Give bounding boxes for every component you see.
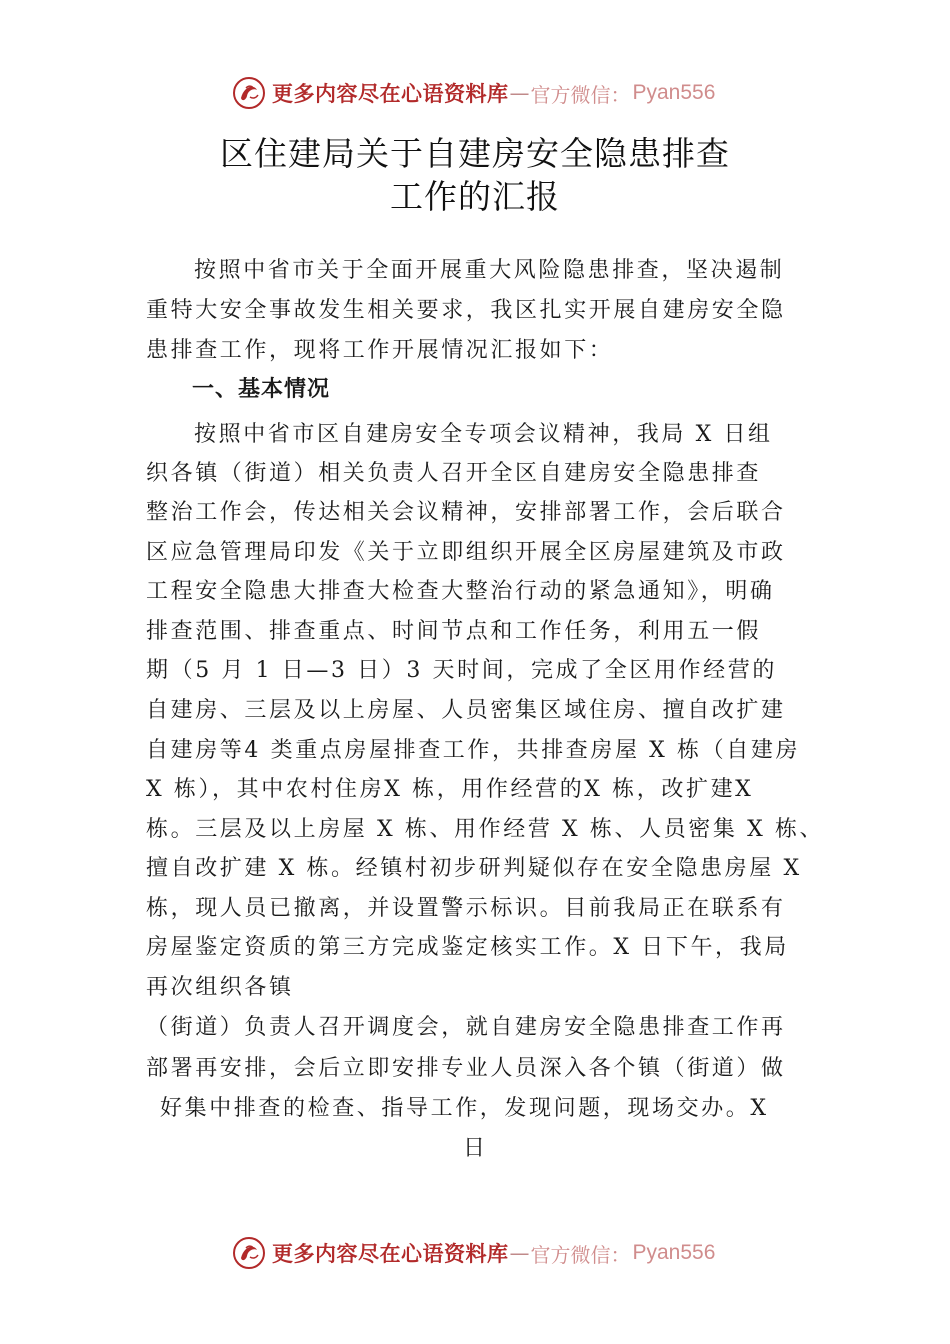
watermark-label: 官方微信：	[530, 1242, 631, 1267]
section1-line-5: 工程安全隐患大排查大检查大整治行动的紧急通知》，明确	[146, 579, 775, 604]
section1-line-8: 自建房、三层及以上房屋、人员密集区域住房、擅自改扩建	[146, 698, 786, 723]
section1-line-1: 按照中省市区自建房安全专项会议精神，我局 X 日组	[194, 422, 773, 447]
section1-line-18: 好集中排查的检查、指导工作，发现问题，现场交办。X	[160, 1096, 769, 1121]
section-heading-basic-situation: 一、基本情况	[192, 377, 331, 402]
section1-line-4: 区应急管理局印发《关于立即组织开展全区房屋建筑及市政	[146, 540, 786, 565]
section1-line-16: （街道）负责人召开调度会，就自建房安全隐患排查工作再	[146, 1015, 786, 1040]
section1-line-2: 织各镇（街道）相关负责人召开全区自建房安全隐患排查	[146, 461, 762, 486]
section1-line-7: 期（5 月 1 日—3 日）3 天时间，完成了全区用作经营的	[146, 658, 777, 683]
intro-line-2: 重特大安全事故发生相关要求，我区扎实开展自建房安全隐	[146, 298, 786, 323]
watermark-main-text: 更多内容尽在心语资料库	[272, 81, 509, 106]
watermark-wechat-id: Pyan556	[632, 1241, 716, 1264]
header-watermark	[232, 76, 715, 110]
section1-line-14: 房屋鉴定资质的第三方完成鉴定核实工作。X 日下午，我局	[146, 935, 789, 960]
section1-line-19: 日	[463, 1136, 488, 1161]
rose-logo-icon	[232, 76, 266, 110]
watermark-main-text: 更多内容尽在心语资料库	[272, 1241, 509, 1266]
section1-line-12: 擅自改扩建 X 栋。经镇村初步研判疑似存在安全隐患房屋 X	[146, 856, 802, 881]
intro-line-3: 患排查工作，现将工作开展情况汇报如下：	[146, 338, 614, 363]
section1-line-13: 栋，现人员已撤离，并设置警示标识。目前我局正在联系有	[146, 896, 786, 921]
watermark-separator: —	[509, 1241, 530, 1265]
footer-watermark	[232, 1236, 715, 1270]
watermark-label: 官方微信：	[530, 82, 631, 107]
section1-line-9: 自建房等4 类重点房屋排查工作，共排查房屋 X 栋（自建房	[146, 738, 801, 763]
section1-line-15: 再次组织各镇	[146, 975, 294, 1000]
intro-line-1: 按照中省市关于全面开展重大风险隐患排查，坚决遏制	[194, 258, 785, 283]
section1-line-10: X 栋），其中农村住房X 栋，用作经营的X 栋，改扩建X	[146, 777, 754, 802]
section1-line-17: 部署再安排，会后立即安排专业人员深入各个镇（街道）做	[146, 1056, 786, 1081]
rose-logo-icon	[232, 1236, 266, 1270]
section1-line-11: 栋。三层及以上房屋 X 栋、用作经营 X 栋、人员密集 X 栋、	[146, 817, 825, 842]
watermark-separator: —	[509, 81, 530, 105]
document-title-line2: 工作的汇报	[390, 177, 560, 216]
watermark-wechat-id: Pyan556	[632, 81, 716, 104]
section1-line-3: 整治工作会，传达相关会议精神，安排部署工作，会后联合	[146, 500, 786, 525]
document-title-line1: 区住建局关于自建房安全隐患排查	[220, 134, 730, 173]
section1-line-6: 排查范围、排查重点、时间节点和工作任务，利用五一假	[146, 619, 762, 644]
